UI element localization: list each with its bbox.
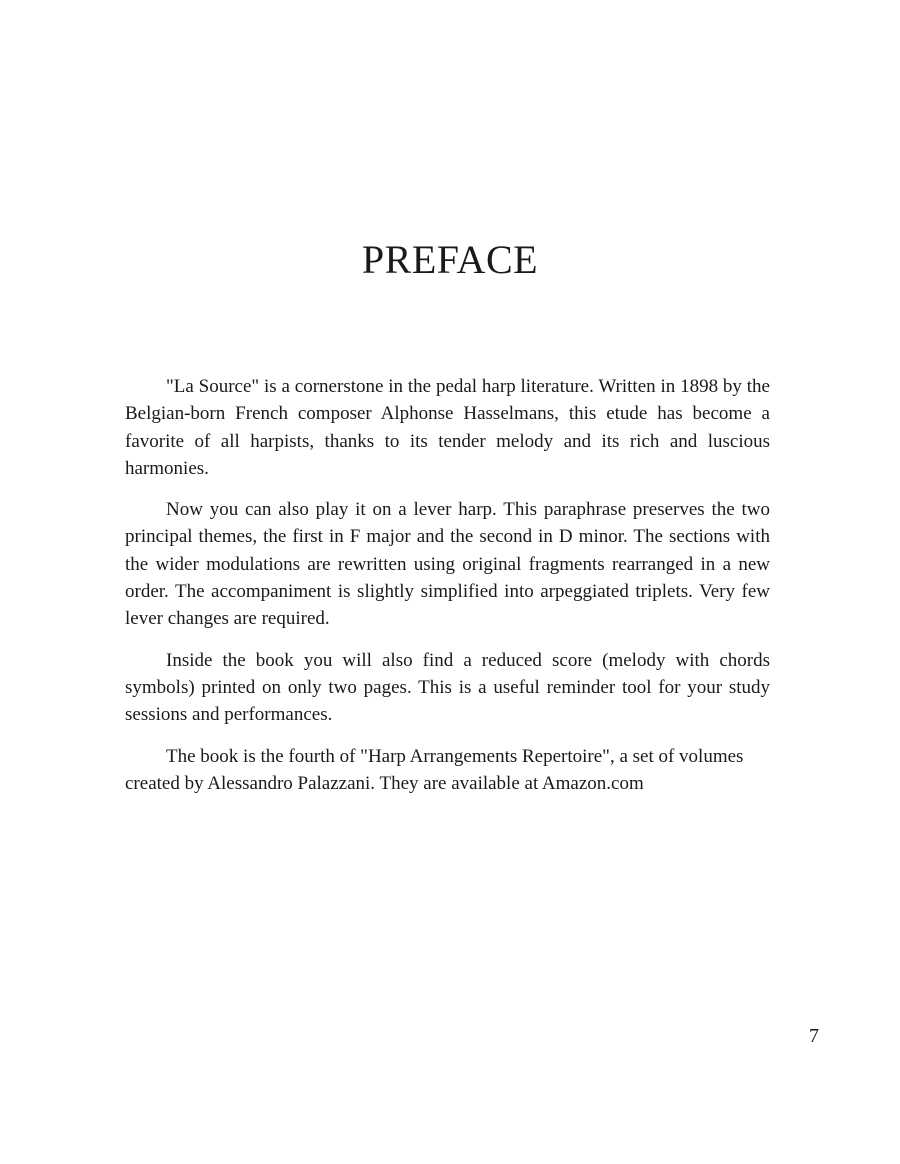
paragraph-3: Inside the book you will also find a reduced score (melody with chords symbols) printed on only two pages. This is a useful reminder tool for your study sessions and performances.: [125, 649, 770, 726]
paragraph-2: Now you can also play it on a lever harp. This paraphrase preserves the two principal themes, the first in F major and the second in D minor. The sections with the wider modulations are rewritten using original fragments rearranged in a new order. The accompaniment is slightly simplified into arpeggiated triplets. Very few lever changes are required.: [125, 499, 770, 630]
page-title: PREFACE: [361, 237, 539, 282]
preface-body: [125, 373, 770, 811]
paragraph-4: The book is the fourth of "Harp Arrangements Repertoire", a set of volumes created by Alessandro Palazzani. They are available at Amazon.com: [125, 745, 744, 794]
page-number: 7: [809, 1025, 819, 1047]
paragraph-1: "La Source" is a cornerstone in the pedal harp literature. Written in 1898 by the Belgian-born French composer Alphonse Hasselmans, this etude has become a favorite of all harpists, thanks to its tender melody and its rich and luscious harmonies.: [125, 376, 770, 479]
